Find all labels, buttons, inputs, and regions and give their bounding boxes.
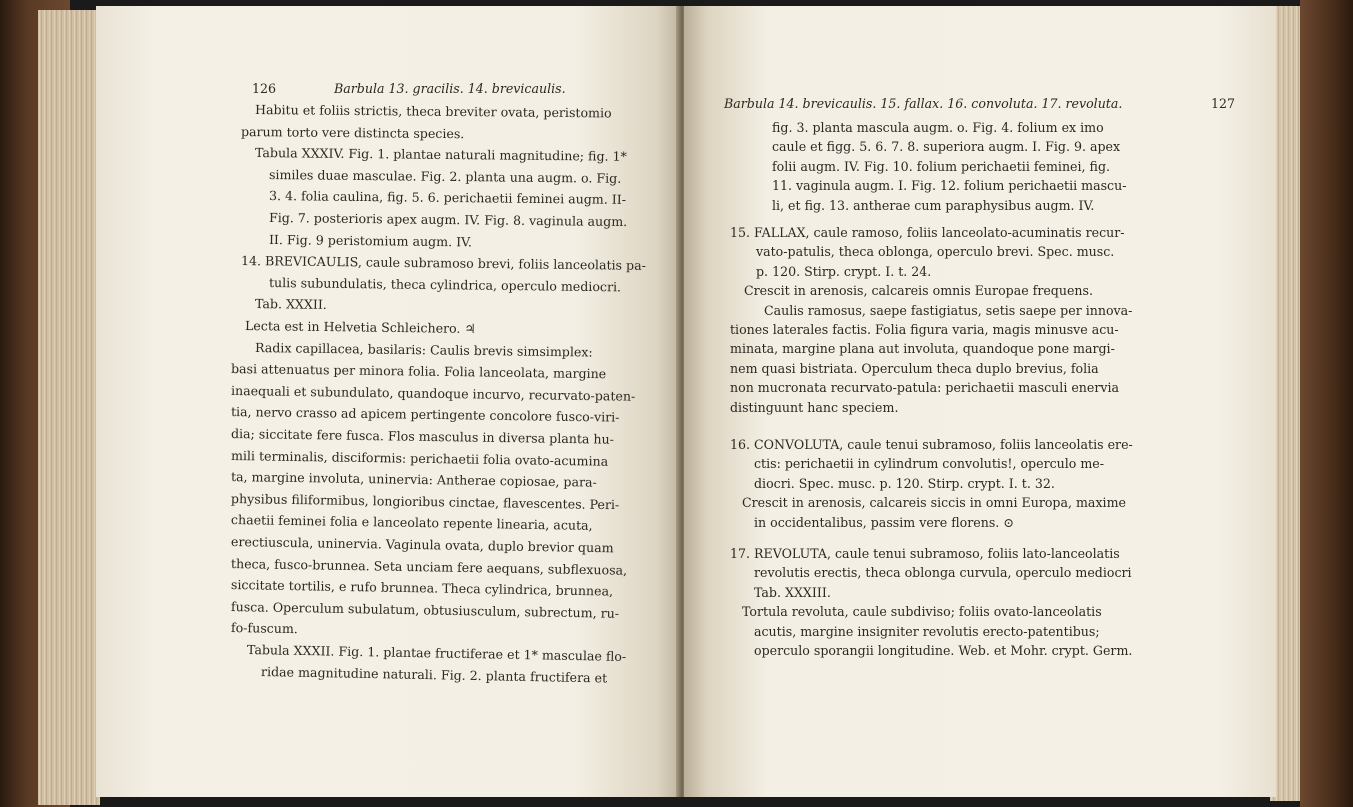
left-text-line: fusca. Operculum subulatum, obtusiusculum, subrectum, ru- (230, 598, 620, 621)
right-text-line: 15. FALLAX, caule ramoso, foliis lanceolato-acuminatis recur- (730, 225, 1125, 240)
right-text-line: tiones laterales factis. Folia figura varia, magis minusve acu- (730, 322, 1119, 337)
right-text-line: distinguunt hanc speciem. (730, 399, 899, 415)
right-text-line: revolutis erectis, theca oblonga curvula, operculo mediocri (754, 565, 1132, 581)
left-text-line: erectiuscula, uninervia. Vaginula ovata, duplo brevior quam (230, 534, 614, 556)
left-text-line: chaetii feminei folia e lanceolato repente linearia, acuta, (230, 512, 593, 534)
left-text-line: Radix capillacea, basilaris: Caulis brevis simsimplex: (254, 339, 593, 360)
left-text-line: tia, nervo crasso ad apicem pertingente concolore fusco-viri- (230, 404, 620, 426)
left-text-line: inaequali et subundulato, quandoque incurvo, recurvato-paten- (230, 382, 636, 404)
left-text-line: similes duae masculae. Fig. 2. planta una augm. o. Fig. (268, 166, 622, 186)
right-text-line: Crescit in arenosis, calcareis siccis in omni Europa, maxime (742, 495, 1126, 511)
right-text-line: vato-patulis, theca oblonga, operculo brevi. Spec. musc. (756, 244, 1115, 260)
left-text-line: mili terminalis, disciformis: perichaetii folia ovato-acumina (230, 447, 609, 469)
right-text-line: Caulis ramosus, saepe fastigiatus, setis saepe per innova- (764, 302, 1133, 318)
left-page-number: 126 (252, 81, 277, 96)
left-text-line: fo-fuscum. (230, 620, 298, 637)
right-text-line: diocri. Spec. musc. p. 120. Stirp. crypt. I. t. 32. (754, 475, 1055, 491)
right-text-line: nem quasi bistriata. Operculum theca duplo brevius, folia (730, 360, 1099, 376)
left-text-line: 3. 4. folia caulina, fig. 5. 6. perichaetii feminei augm. II- (268, 188, 627, 208)
left-text-line: Tabula XXXIV. Fig. 1. plantae naturali magnitudine; fig. 1* (254, 145, 627, 165)
left-page (96, 6, 680, 797)
left-text-line: ta, margine involuta, uninervia: Antherae copiosae, para- (230, 469, 597, 490)
right-text-line: caule et figg. 5. 6. 7. 8. superiora augm. I. Fig. 9. apex (772, 139, 1121, 155)
left-text-line: siccitate tortilis, e rufo brunnea. Theca cylindrica, brunnea, (230, 577, 614, 599)
right-text-line: fig. 3. planta mascula augm. o. Fig. 4. folium ex imo (772, 120, 1104, 135)
left-text-line: dia; siccitate fere fusca. Flos masculus in diversa planta hu- (230, 426, 615, 447)
right-text-line: Tab. XXXIII. (754, 584, 831, 600)
right-text-line: 17. REVOLUTA, caule tenui subramoso, foliis lato-lanceolatis (730, 546, 1120, 561)
right-text-line: ctis: perichaetii in cylindrum convolutis!, operculo me- (754, 456, 1105, 472)
left-text-line: Habitu et foliis strictis, theca breviter ovata, peristomio (254, 102, 612, 121)
left-text-line: physibus filiformibus, longioribus cinctae, flavescentes. Peri- (230, 490, 620, 512)
right-page (684, 6, 1276, 797)
left-text-line: ridae magnitudine naturali. Fig. 2. planta fructifera et (260, 663, 608, 686)
page-edges-left (38, 10, 100, 805)
left-text-line: Lecta est in Helvetia Schleichero. ♃ (244, 318, 476, 337)
right-text-line: Crescit in arenosis, calcareis omnis Europae frequens. (744, 283, 1094, 299)
right-text-line: minata, margine plana aut involuta, quandoque pone margi- (730, 341, 1115, 357)
left-text-line: Fig. 7. posterioris apex augm. IV. Fig. 8. vaginula augm. (268, 210, 628, 230)
right-text-line: p. 120. Stirp. crypt. I. t. 24. (756, 263, 932, 279)
left-text-line: Tab. XXXII. (254, 296, 327, 313)
right-text-line: 11. vaginula augm. I. Fig. 12. folium perichaetii mascu- (772, 178, 1127, 194)
right-text-line: non mucronata recurvato-patula: perichaetii masculi enervia (730, 380, 1120, 396)
right-text-line: 16. CONVOLUTA, caule tenui subramoso, foliis lanceolatis ere- (730, 437, 1133, 452)
left-text-line: theca, fusco-brunnea. Seta unciam fere aequans, subflexuosa, (230, 555, 628, 578)
right-page-number: 127 (1211, 96, 1236, 111)
right-text-line: li, et fig. 13. antherae cum paraphysibus augm. IV. (772, 197, 1095, 213)
left-text-line: parum torto vere distincta species. (240, 123, 465, 141)
left-running-head: Barbula 13. gracilis. 14. brevicaulis. (334, 81, 566, 96)
left-text-line: II. Fig. 9 peristomium augm. IV. (268, 231, 473, 249)
left-text-line: tulis subundulatis, theca cylindrica, operculo mediocri. (268, 274, 622, 295)
book-cover-right (1300, 0, 1353, 807)
left-text-line: 14. BREVICAULIS, caule subramoso brevi, foliis lanceolatis pa- (240, 253, 646, 274)
right-text-line: in occidentalibus, passim vere florens. ⊙ (754, 514, 1014, 530)
left-text-line: basi attenuatus per minora folia. Folia lanceolata, margine (230, 361, 607, 382)
right-text-line: folii augm. IV. Fig. 10. folium perichaetii feminei, fig. (772, 158, 1111, 174)
left-text-line: Tabula XXXII. Fig. 1. plantae fructiferae et 1* masculae flo- (246, 642, 627, 664)
right-text-line: Tortula revoluta, caule subdiviso; foliis ovato-lanceolatis (742, 604, 1102, 620)
right-running-head: Barbula 14. brevicaulis. 15. fallax. 16. convoluta. 17. revoluta. (724, 96, 1123, 111)
right-text-line: acutis, margine insigniter revolutis erecto-patentibus; (754, 623, 1100, 639)
right-text-line: operculo sporangii longitudine. Web. et Mohr. crypt. Germ. (754, 643, 1133, 658)
